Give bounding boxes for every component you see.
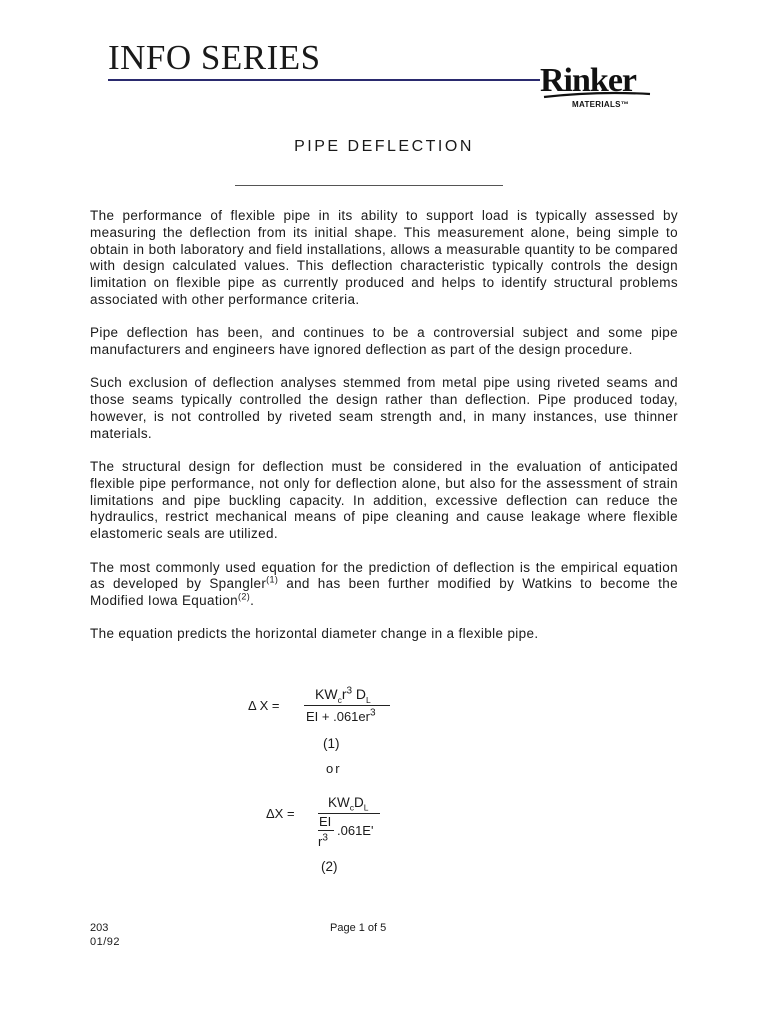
logo-swoosh-icon (542, 90, 652, 100)
paragraph-5-part-1: The most commonly used equation for the prediction of deflection is the empirical equation as developed by Spangler (90, 559, 678, 592)
paragraph-6: The equation predicts the horizontal diameter change in a flexible pipe. (90, 626, 539, 642)
paragraph-4: The structural design for deflection must be considered in the evaluation of anticipated flexible pipe performance, not only for deflection alone, but also for the assessment of strain limitations and pipe buckling capacity. In addition, excessive deflection can reduce the hydraulics, restrict mechanical means of pipe cleaning and cause leakage where flexible elastomeric seals are utilized. (90, 459, 678, 542)
equation-1-fraction-bar (304, 705, 390, 706)
equation-2-label: (2) (321, 859, 338, 874)
equation-2-den-tail: .061E' (337, 823, 374, 838)
reference-1: (1) (266, 574, 279, 585)
equation-1-label: (1) (323, 736, 340, 751)
equation-2-lhs: ΔX = (266, 806, 295, 821)
rinker-logo (540, 62, 654, 112)
paragraph-5-part-2: and has been further modified by Watkins to become the Modified Iowa Equation (90, 576, 678, 609)
paragraph-2: Pipe deflection has been, and continues to be a controversial subject and some pipe manufacturers and engineers have ignored deflection as part of the design procedure. (90, 325, 678, 358)
equation-1-lhs: Δ X = (248, 698, 280, 713)
title-rule (235, 185, 503, 186)
body-text (90, 208, 678, 660)
document-title: PIPE DEFLECTION (294, 138, 474, 155)
equation-2-inner-fraction-bar (318, 830, 334, 831)
logo-subtext: MATERIALS™ (572, 100, 630, 109)
footer-doc-number: 203 (90, 922, 109, 934)
paragraph-5-part-3: . (250, 593, 255, 609)
header-rule (108, 79, 540, 81)
series-title: INFO SERIES (108, 38, 321, 77)
equation-1-numerator: $KW_cr^3$ $D_L$ (315, 685, 371, 705)
equation-2-numerator: $KW_cD_L$ (328, 795, 369, 813)
paragraph-5 (90, 560, 678, 610)
equation-2-den-r: $r^3$ (318, 832, 328, 849)
equation-1-denominator: EI + $.061er^3$ (306, 707, 376, 724)
equation-2-den-ei: EI (319, 814, 332, 829)
paragraph-1: The performance of flexible pipe in its ability to support load is typically assessed by measuring the deflection from its initial shape. This measurement alone, being simple to obtain in both laboratory and field installations, allows a measurable quantity to be compared with design calculated values. This deflection characteristic typically controls the design limitation on flexible pipe as currently produced and helps to identify structural problems associated with other performance criteria. (90, 208, 678, 307)
footer-page-number: Page 1 of 5 (330, 922, 387, 934)
paragraph-3: Such exclusion of deflection analyses stemmed from metal pipe using riveted seams and those seams typically controlled the design rather than deflection. Pipe produced today, however, is not controlled by riveted seam strength and, in many instances, use thinner materials. (90, 375, 678, 441)
footer-date: 01/92 (90, 936, 121, 948)
logo-wordmark: Rinker (540, 62, 636, 99)
reference-2: (2) (238, 591, 251, 602)
